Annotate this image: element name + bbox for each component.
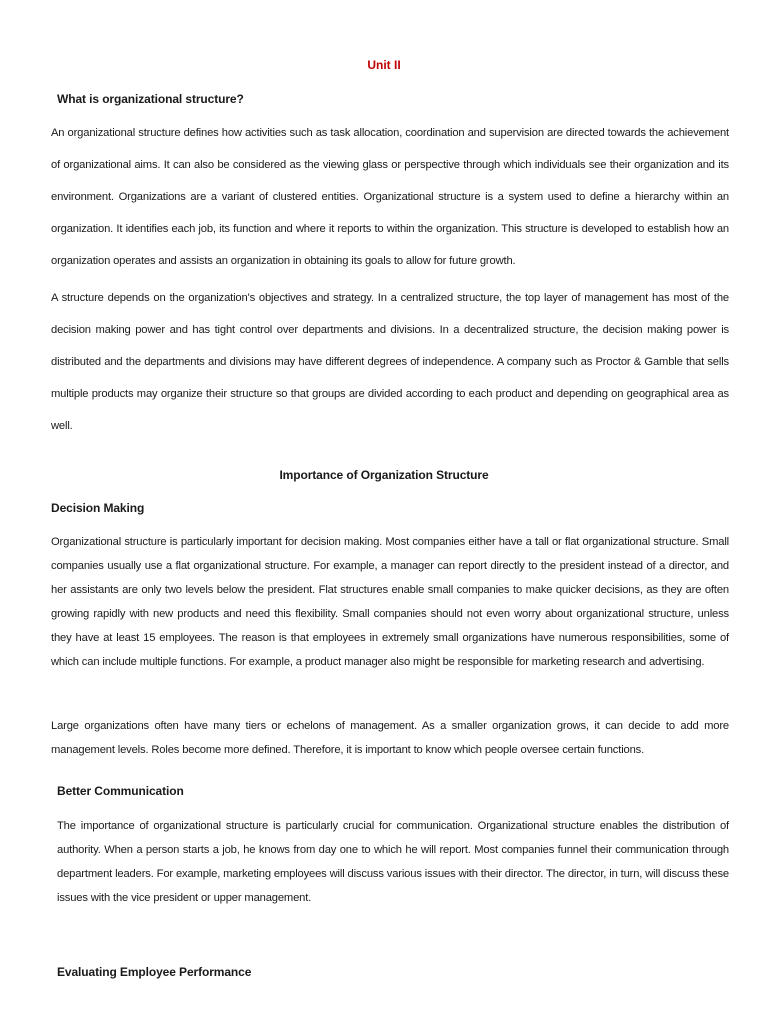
paragraph-definition: An organizational structure defines how activities such as task allocation, coordination and supervision are directed towards the achievement of organizational aims. It can also be considered as the viewing glass or perspective through which individuals see their organization and its environment. Organizations are a variant of clustered entities. Organizational structure is a system used to define a hierarchy within an organization. It identifies each job, its function and where it reports to within the organization. This structure is developed to establish how an organization operates and assists an organization in obtaining its goals to allow for future growth. <box>51 127 729 267</box>
paragraph-communication: The importance of organizational structure is particularly crucial for communication. Organizational structure enables the distribution of authority. When a person starts a job, he knows from day one to which he will report. Most companies funnel their communication through department leaders. For example, marketing employees will discuss various issues with their director. The director, in turn, will discuss these issues with the vice president or upper management. <box>57 820 729 904</box>
heading-decision-making: Decision Making <box>51 501 145 515</box>
paragraph-decision-making: Organizational structure is particularly important for decision making. Most companies either have a tall or flat organizational structure. Small companies usually use a flat organizational structure. For example, a manager can report directly to the president instead of a director, and her assistants are only two levels below the president. Flat structures enable small companies to make quicker decisions, as they are often growing rapidly with new products and need this flexibility. Small companies should not even worry about organizational structure, unless they have at least 15 employees. The reason is that employees in extremely small organizations have numerous responsibilities, some of which can include multiple functions. For example, a product manager also might be responsible for marketing research and advertising. <box>51 536 729 668</box>
heading-evaluating-employee-performance: Evaluating Employee Performance <box>57 965 252 979</box>
heading-what-is-organizational-structure: What is organizational structure? <box>57 92 244 106</box>
paragraph-large-organizations: Large organizations often have many tiers or echelons of management. As a smaller organization grows, it can decide to add more management levels. Roles become more defined. Therefore, it is important to know which people oversee certain functions. <box>51 720 729 756</box>
heading-importance: Importance of Organization Structure <box>279 468 489 482</box>
unit-title: Unit II <box>367 58 401 72</box>
heading-better-communication: Better Communication <box>57 784 184 798</box>
paragraph-structure-strategy: A structure depends on the organization's objectives and strategy. In a centralized structure, the top layer of management has most of the decision making power and has tight control over departments and divisions. In a decentralized structure, the decision making power is distributed and the departments and divisions may have different degrees of independence. A company such as Proctor & Gamble that sells multiple products may organize their structure so that groups are divided according to each product and depending on geographical area as well. <box>51 292 729 432</box>
